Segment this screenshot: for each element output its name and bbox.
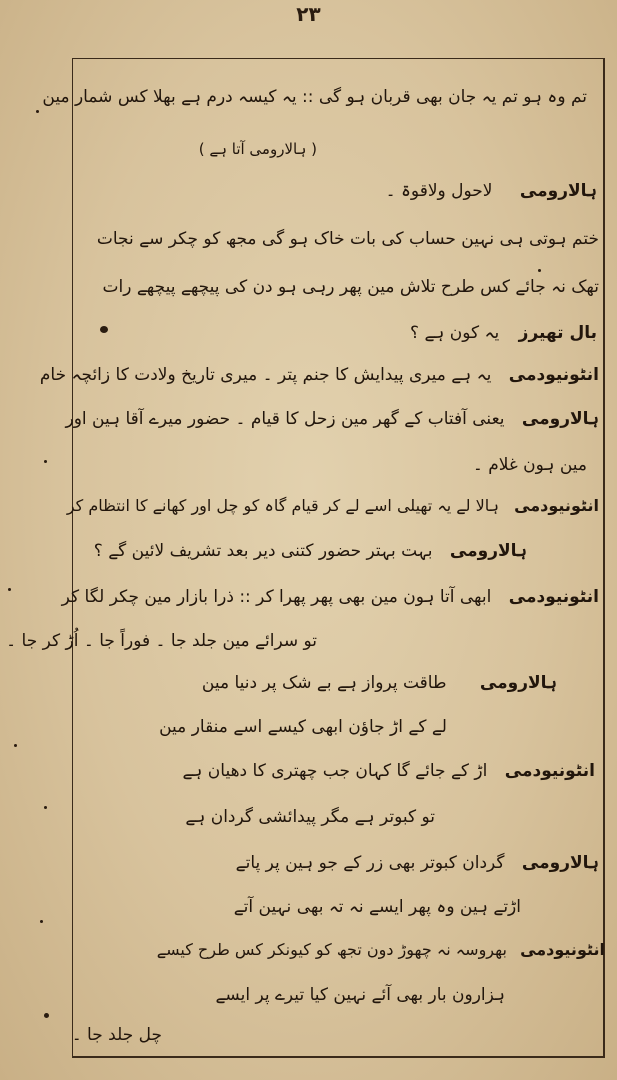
- speaker-name: ہالارومی: [521, 853, 599, 873]
- line-text: چل جلد جا ۔: [71, 1025, 162, 1045]
- speaker-name: ہالارومی: [479, 673, 557, 693]
- line-text: ابھی آتا ہون مین بھی پھر پھرا کر :: ذرا بازار مین چکر لگا کر: [61, 587, 492, 607]
- speaker-name: انٹونیودمی: [504, 761, 595, 781]
- dialogue-line: [94, 540, 527, 561]
- line-text: گردان کبوتر بھی زر کے جو ہین پر پاتے: [235, 853, 505, 873]
- line-text: طاقت پرواز ہے بے شک پر دنیا مین: [201, 673, 447, 693]
- verse-line: [42, 86, 587, 107]
- dialogue-line: [40, 364, 599, 385]
- ink-speck: [36, 110, 39, 113]
- line-text: ہزارون بار بھی آئے نہین کیا تیرے پر ایسے: [215, 985, 505, 1005]
- ink-speck: [538, 269, 541, 272]
- line-text: ہالا لے یہ تھیلی اسے لے کر قیام گاہ کو چل اور کھانے کا انتظام کر: [66, 496, 499, 515]
- line-text: اڑتے ہین وہ پھر ایسے نہ تہ بھی نہین آتے: [233, 897, 521, 917]
- speaker-name: انٹونیودمی: [508, 587, 599, 607]
- ink-speck: [40, 920, 43, 923]
- line-text: یعنی آفتاب کے گھر مین زحل کا قیام ۔ حضور میرے آقا ہین اور: [65, 409, 505, 429]
- line-text: ( ہالارومی آتا ہے ): [198, 140, 317, 158]
- ink-speck: [14, 744, 17, 747]
- verse-line: [72, 1024, 162, 1045]
- line-text: یہ کون ہے ؟: [410, 323, 500, 343]
- dialogue-line: [410, 322, 597, 343]
- ink-speck: [44, 1013, 49, 1018]
- line-text: تو سرائے مین جلد جا ۔ فوراً جا ۔ اُڑ کر جا ۔: [6, 631, 317, 651]
- speaker-name: انٹونیودمی: [514, 496, 599, 515]
- ink-speck: [44, 806, 47, 809]
- speaker-name: ہالارومی: [521, 409, 599, 429]
- line-text: لے کے اڑ جاؤن ابھی کیسے اسے منقار مین: [159, 717, 447, 737]
- line-text: یہ ہے میری پیدایش کا جنم پتر ۔ میری تاریخ ولادت کا زائچہ خام: [39, 365, 492, 385]
- line-text: تم وہ ہو تم یہ جان بھی قربان ہو گی :: یہ کیسہ درم ہے بھلا کس شمار مین: [42, 87, 587, 107]
- stage-direction: [199, 140, 317, 158]
- line-text: بھروسہ نہ چھوڑ دون تجھ کو کیونکر کس طرح کیسے: [156, 940, 507, 959]
- dialogue-line: [386, 180, 597, 201]
- ink-speck: [8, 588, 11, 591]
- dialogue-line: [202, 672, 557, 693]
- dialogue-line: [182, 760, 595, 781]
- verse-line: [97, 228, 599, 249]
- line-text: لاحول ولاقوۃ ۔: [385, 181, 493, 201]
- line-text: مین ہون غلام ۔: [472, 455, 587, 475]
- line-text: بہت بہتر حضور کتنی دیر بعد تشریف لائین گے ؟: [93, 541, 433, 561]
- dialogue-line: [62, 586, 599, 607]
- speaker-name: بال تھیرز: [518, 323, 597, 343]
- dialogue-line: [66, 408, 600, 429]
- verse-line: [473, 454, 587, 475]
- line-text: تھک نہ جائے کس طرح تلاش مین پھر رہی ہو دن کی پیچھے پیچھے رات: [102, 277, 599, 297]
- ink-speck: [44, 460, 47, 463]
- verse-line: [102, 276, 599, 297]
- verse-line: [185, 806, 435, 827]
- verse-line: [6, 630, 317, 651]
- speaker-name: انٹونیودمی: [508, 365, 599, 385]
- speaker-name: انٹونیودمی: [520, 940, 605, 959]
- verse-line: [234, 896, 521, 917]
- ink-speck: [100, 326, 108, 333]
- line-text: اڑ کے جائے گا کہان جب چھتری کا دھیان ہے: [182, 761, 488, 781]
- speaker-name: ہالارومی: [519, 181, 597, 201]
- dialogue-line: [67, 496, 599, 515]
- verse-line: [215, 984, 505, 1005]
- page-number: ۲۳: [296, 2, 321, 26]
- line-text: ختم ہوتی ہی نہین حساب کی بات خاک ہو گی مجھ کو چکر سے نجات: [96, 229, 599, 249]
- line-text: تو کبوتر ہے مگر پیدائشی گردان ہے: [185, 807, 435, 827]
- speaker-name: ہالارومی: [449, 541, 527, 561]
- dialogue-line: [157, 940, 605, 959]
- dialogue-line: [236, 852, 599, 873]
- verse-line: [159, 716, 447, 737]
